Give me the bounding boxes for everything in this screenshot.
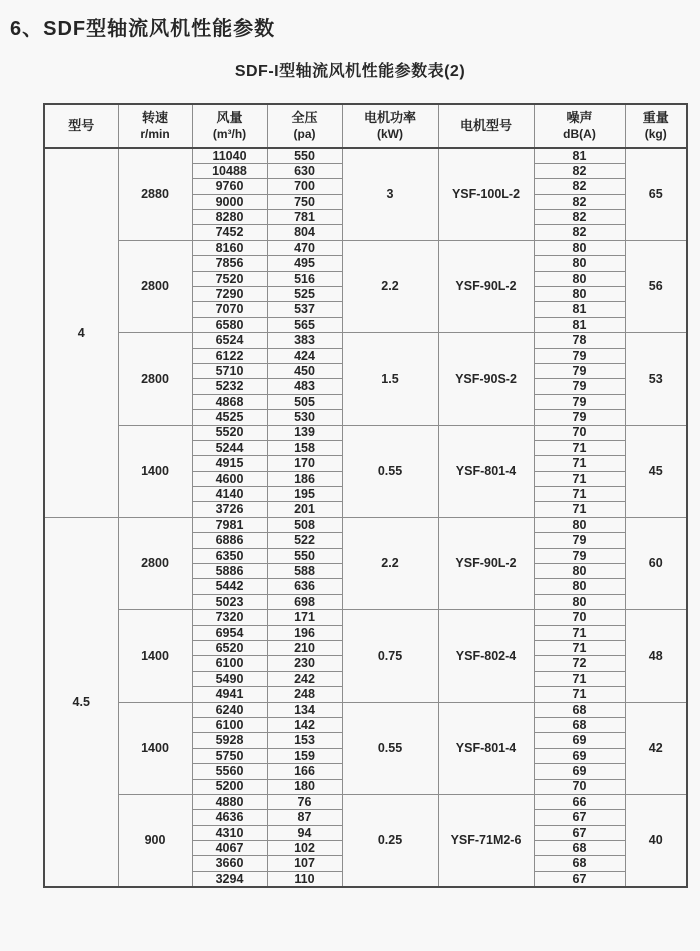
pressure-cell: 700 <box>267 179 342 194</box>
noise-cell: 80 <box>534 579 625 594</box>
pressure-cell: 525 <box>267 287 342 302</box>
noise-cell: 80 <box>534 256 625 271</box>
pressure-cell: 698 <box>267 594 342 609</box>
noise-cell: 70 <box>534 610 625 625</box>
pressure-cell: 530 <box>267 410 342 425</box>
noise-cell: 71 <box>534 502 625 517</box>
motor-model-cell: YSF-100L-2 <box>438 148 534 240</box>
speed-cell: 1400 <box>118 610 192 702</box>
noise-cell: 82 <box>534 225 625 240</box>
pressure-cell: 483 <box>267 379 342 394</box>
airflow-cell: 7981 <box>192 517 267 532</box>
weight-cell: 42 <box>625 702 687 794</box>
pressure-cell: 516 <box>267 271 342 286</box>
table-header <box>44 104 687 148</box>
airflow-cell: 5560 <box>192 764 267 779</box>
speed-cell: 1400 <box>118 425 192 517</box>
airflow-cell: 6100 <box>192 717 267 732</box>
pressure-cell: 170 <box>267 456 342 471</box>
pressure-cell: 550 <box>267 548 342 563</box>
header-speed <box>118 104 192 148</box>
power-cell: 0.25 <box>342 794 438 886</box>
pressure-cell: 383 <box>267 333 342 348</box>
pressure-cell: 630 <box>267 163 342 178</box>
pressure-cell: 139 <box>267 425 342 440</box>
pressure-cell: 495 <box>267 256 342 271</box>
airflow-cell: 6886 <box>192 533 267 548</box>
pressure-cell: 159 <box>267 748 342 763</box>
airflow-cell: 6240 <box>192 702 267 717</box>
pressure-cell: 102 <box>267 841 342 856</box>
noise-cell: 80 <box>534 271 625 286</box>
motor-model-cell: YSF-90S-2 <box>438 333 534 425</box>
airflow-cell: 6122 <box>192 348 267 363</box>
header-motor-label: 电机型号 <box>459 117 512 133</box>
header-pressure-label: 全压 <box>291 109 318 125</box>
pressure-cell: 195 <box>267 487 342 502</box>
pressure-cell: 550 <box>267 148 342 163</box>
airflow-cell: 5442 <box>192 579 267 594</box>
noise-cell: 80 <box>534 594 625 609</box>
pressure-cell: 588 <box>267 564 342 579</box>
noise-cell: 70 <box>534 779 625 794</box>
power-cell: 2.2 <box>342 240 438 332</box>
noise-cell: 71 <box>534 487 625 502</box>
pressure-cell: 537 <box>267 302 342 317</box>
airflow-cell: 5200 <box>192 779 267 794</box>
noise-cell: 71 <box>534 471 625 486</box>
pressure-cell: 76 <box>267 794 342 809</box>
noise-cell: 79 <box>534 533 625 548</box>
weight-cell: 48 <box>625 610 687 702</box>
header-power-label: 电机功率 <box>363 109 416 125</box>
pressure-cell: 508 <box>267 517 342 532</box>
noise-cell: 71 <box>534 641 625 656</box>
airflow-cell: 3660 <box>192 856 267 871</box>
table-body <box>44 148 687 887</box>
noise-cell: 71 <box>534 687 625 702</box>
noise-cell: 81 <box>534 148 625 163</box>
airflow-cell: 6520 <box>192 641 267 656</box>
airflow-cell: 5232 <box>192 379 267 394</box>
table-row <box>44 702 687 717</box>
speed-cell: 2880 <box>118 148 192 240</box>
weight-cell: 53 <box>625 333 687 425</box>
airflow-cell: 3726 <box>192 502 267 517</box>
airflow-cell: 5886 <box>192 564 267 579</box>
noise-cell: 82 <box>534 210 625 225</box>
airflow-cell: 5490 <box>192 671 267 686</box>
airflow-cell: 9760 <box>192 179 267 194</box>
weight-cell: 56 <box>625 240 687 332</box>
header-noise <box>534 104 625 148</box>
speed-cell: 2800 <box>118 333 192 425</box>
header-airflow <box>192 104 267 148</box>
header-model <box>44 104 118 148</box>
pressure-cell: 750 <box>267 194 342 209</box>
header-weight <box>625 104 687 148</box>
pressure-cell: 450 <box>267 363 342 378</box>
header-row <box>44 104 687 148</box>
pressure-cell: 171 <box>267 610 342 625</box>
noise-cell: 68 <box>534 717 625 732</box>
pressure-cell: 781 <box>267 210 342 225</box>
pressure-cell: 142 <box>267 717 342 732</box>
noise-cell: 79 <box>534 363 625 378</box>
airflow-cell: 4880 <box>192 794 267 809</box>
airflow-cell: 6954 <box>192 625 267 640</box>
airflow-cell: 7452 <box>192 225 267 240</box>
noise-cell: 68 <box>534 702 625 717</box>
motor-model-cell: YSF-801-4 <box>438 425 534 517</box>
header-power <box>342 104 438 148</box>
header-power-unit: (kW) <box>377 126 403 141</box>
airflow-cell: 4067 <box>192 841 267 856</box>
speed-cell: 1400 <box>118 702 192 794</box>
noise-cell: 71 <box>534 440 625 455</box>
table-title: SDF-I型轴流风机性能参数表(2) <box>234 63 466 80</box>
noise-cell: 71 <box>534 625 625 640</box>
noise-cell: 69 <box>534 733 625 748</box>
airflow-cell: 4140 <box>192 487 267 502</box>
header-motor <box>438 104 534 148</box>
noise-cell: 80 <box>534 240 625 255</box>
noise-cell: 68 <box>534 856 625 871</box>
noise-cell: 69 <box>534 748 625 763</box>
noise-cell: 81 <box>534 317 625 332</box>
power-cell: 1.5 <box>342 333 438 425</box>
table-row <box>44 148 687 163</box>
speed-cell: 900 <box>118 794 192 886</box>
noise-cell: 66 <box>534 794 625 809</box>
pressure-cell: 636 <box>267 579 342 594</box>
model-cell: 4 <box>44 148 118 517</box>
noise-cell: 68 <box>534 841 625 856</box>
noise-cell: 69 <box>534 764 625 779</box>
power-cell: 0.55 <box>342 425 438 517</box>
airflow-cell: 6524 <box>192 333 267 348</box>
airflow-cell: 3294 <box>192 871 267 886</box>
power-cell: 2.2 <box>342 517 438 609</box>
header-weight-label: 重量 <box>642 109 669 125</box>
airflow-cell: 7856 <box>192 256 267 271</box>
pressure-cell: 87 <box>267 810 342 825</box>
airflow-cell: 7290 <box>192 287 267 302</box>
noise-cell: 79 <box>534 410 625 425</box>
header-noise-label: 噪声 <box>566 109 593 125</box>
airflow-cell: 5710 <box>192 363 267 378</box>
power-cell: 0.75 <box>342 610 438 702</box>
pressure-cell: 522 <box>267 533 342 548</box>
airflow-cell: 11040 <box>192 148 267 163</box>
header-pressure <box>267 104 342 148</box>
airflow-cell: 7320 <box>192 610 267 625</box>
header-pressure-unit: (pa) <box>293 126 316 141</box>
airflow-cell: 6100 <box>192 656 267 671</box>
noise-cell: 80 <box>534 287 625 302</box>
header-airflow-unit: (m³/h) <box>212 126 247 141</box>
noise-cell: 79 <box>534 348 625 363</box>
noise-cell: 80 <box>534 564 625 579</box>
pressure-cell: 110 <box>267 871 342 886</box>
airflow-cell: 10488 <box>192 163 267 178</box>
pressure-cell: 210 <box>267 641 342 656</box>
noise-cell: 67 <box>534 810 625 825</box>
airflow-cell: 4915 <box>192 456 267 471</box>
table-row <box>44 517 687 532</box>
power-cell: 3 <box>342 148 438 240</box>
weight-cell: 65 <box>625 148 687 240</box>
airflow-cell: 4600 <box>192 471 267 486</box>
header-noise-unit: dB(A) <box>563 126 596 141</box>
airflow-cell: 5244 <box>192 440 267 455</box>
pressure-cell: 201 <box>267 502 342 517</box>
table-row <box>44 610 687 625</box>
airflow-cell: 5023 <box>192 594 267 609</box>
pressure-cell: 153 <box>267 733 342 748</box>
header-model-label: 型号 <box>68 117 95 133</box>
table-row <box>44 425 687 440</box>
airflow-cell: 4636 <box>192 810 267 825</box>
airflow-cell: 5520 <box>192 425 267 440</box>
noise-cell: 67 <box>534 871 625 886</box>
airflow-cell: 4310 <box>192 825 267 840</box>
noise-cell: 82 <box>534 179 625 194</box>
performance-table <box>43 103 688 888</box>
header-speed-label: 转速 <box>141 109 168 125</box>
noise-cell: 72 <box>534 656 625 671</box>
pressure-cell: 230 <box>267 656 342 671</box>
pressure-cell: 804 <box>267 225 342 240</box>
noise-cell: 82 <box>534 163 625 178</box>
motor-model-cell: YSF-90L-2 <box>438 517 534 609</box>
power-cell: 0.55 <box>342 702 438 794</box>
speed-cell: 2800 <box>118 517 192 609</box>
noise-cell: 81 <box>534 302 625 317</box>
pressure-cell: 470 <box>267 240 342 255</box>
airflow-cell: 4868 <box>192 394 267 409</box>
pressure-cell: 134 <box>267 702 342 717</box>
pressure-cell: 248 <box>267 687 342 702</box>
pressure-cell: 180 <box>267 779 342 794</box>
header-speed-unit: r/min <box>140 126 170 141</box>
noise-cell: 80 <box>534 517 625 532</box>
airflow-cell: 7070 <box>192 302 267 317</box>
noise-cell: 78 <box>534 333 625 348</box>
pressure-cell: 242 <box>267 671 342 686</box>
airflow-cell: 8280 <box>192 210 267 225</box>
pressure-cell: 94 <box>267 825 342 840</box>
airflow-cell: 9000 <box>192 194 267 209</box>
pressure-cell: 107 <box>267 856 342 871</box>
airflow-cell: 7520 <box>192 271 267 286</box>
pressure-cell: 196 <box>267 625 342 640</box>
table-row <box>44 333 687 348</box>
weight-cell: 40 <box>625 794 687 886</box>
noise-cell: 79 <box>534 379 625 394</box>
noise-cell: 70 <box>534 425 625 440</box>
airflow-cell: 8160 <box>192 240 267 255</box>
pressure-cell: 186 <box>267 471 342 486</box>
motor-model-cell: YSF-801-4 <box>438 702 534 794</box>
noise-cell: 79 <box>534 548 625 563</box>
motor-model-cell: YSF-90L-2 <box>438 240 534 332</box>
pressure-cell: 505 <box>267 394 342 409</box>
table-row <box>44 794 687 809</box>
model-cell: 4.5 <box>44 517 118 886</box>
noise-cell: 79 <box>534 394 625 409</box>
airflow-cell: 4941 <box>192 687 267 702</box>
header-airflow-label: 风量 <box>216 109 243 125</box>
airflow-cell: 6350 <box>192 548 267 563</box>
noise-cell: 82 <box>534 194 625 209</box>
noise-cell: 71 <box>534 456 625 471</box>
weight-cell: 45 <box>625 425 687 517</box>
page-title: 6、SDF型轴流风机性能参数 <box>10 18 276 40</box>
weight-cell: 60 <box>625 517 687 609</box>
motor-model-cell: YSF-71M2-6 <box>438 794 534 886</box>
motor-model-cell: YSF-802-4 <box>438 610 534 702</box>
noise-cell: 67 <box>534 825 625 840</box>
header-weight-unit: (kg) <box>644 126 667 141</box>
airflow-cell: 5750 <box>192 748 267 763</box>
pressure-cell: 565 <box>267 317 342 332</box>
speed-cell: 2800 <box>118 240 192 332</box>
noise-cell: 71 <box>534 671 625 686</box>
table-row <box>44 240 687 255</box>
pressure-cell: 424 <box>267 348 342 363</box>
pressure-cell: 166 <box>267 764 342 779</box>
pressure-cell: 158 <box>267 440 342 455</box>
airflow-cell: 5928 <box>192 733 267 748</box>
airflow-cell: 4525 <box>192 410 267 425</box>
airflow-cell: 6580 <box>192 317 267 332</box>
